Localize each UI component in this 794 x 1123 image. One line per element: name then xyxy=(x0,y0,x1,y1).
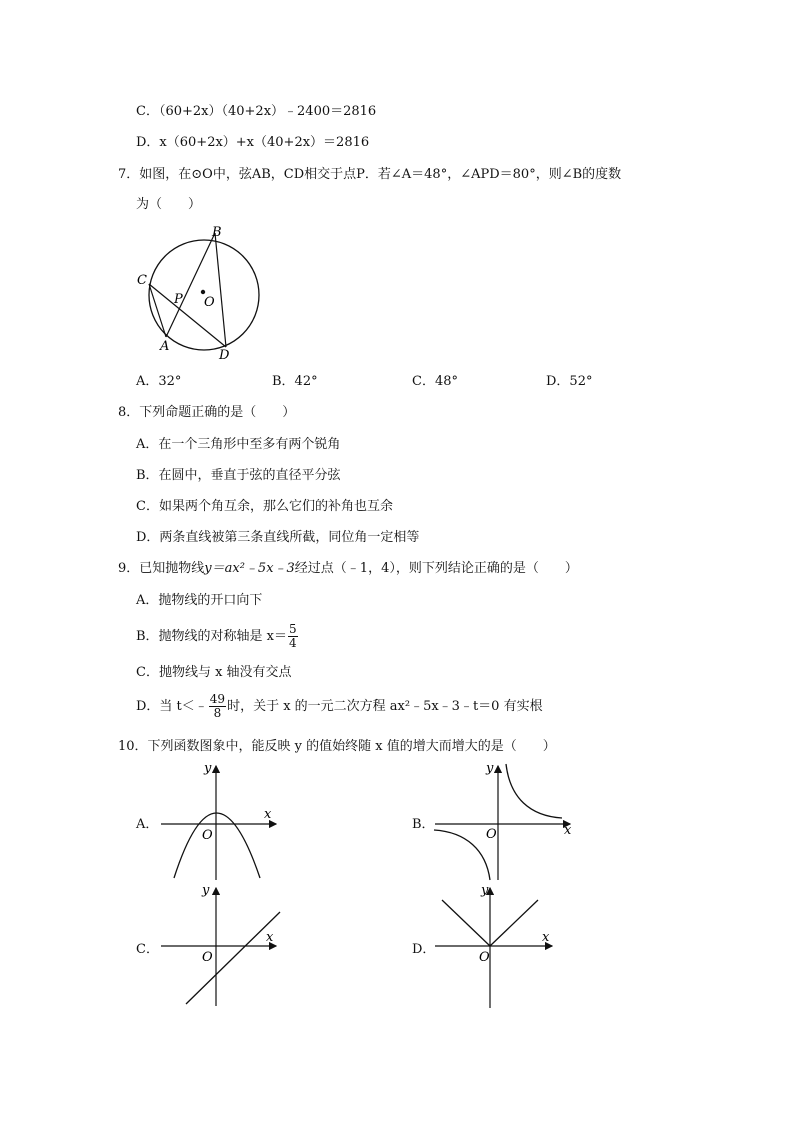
q9-option-b-text: B．抛物线的对称轴是 x＝ xyxy=(136,629,288,644)
q8-option-c: C．如果两个角互余，那么它们的补角也互余 xyxy=(136,499,393,514)
origin-label: O xyxy=(202,828,213,843)
chord-cd xyxy=(149,284,226,347)
x-axis-label: x xyxy=(266,930,274,945)
q7-option-a: A．32° xyxy=(136,374,182,389)
graph-a-label: A． xyxy=(136,817,159,832)
q6-option-c: C．（60+2x）（40+2x）﹣2400＝2816 xyxy=(136,104,377,119)
hyperbola-branch-lower xyxy=(434,830,490,880)
x-axis-label: x xyxy=(564,823,572,838)
y-axis-label: y xyxy=(204,761,212,776)
label-b: B xyxy=(212,225,222,240)
q7-stem-line2: 为（ ） xyxy=(136,197,202,212)
x-axis-label: x xyxy=(542,930,550,945)
origin-label: O xyxy=(486,827,497,842)
q8-option-d: D．两条直线被第三条直线所截，同位角一定相等 xyxy=(136,530,420,545)
x-axis-label: x xyxy=(264,807,272,822)
q9-stem-pre: 9．已知抛物线 xyxy=(118,561,205,576)
q10-stem: 10．下列函数图象中，能反映 y 的值始终随 x 值的增大而增大的是（ ） xyxy=(118,739,556,754)
q8-stem: 8．下列命题正确的是（ ） xyxy=(118,405,296,420)
q9-option-b-fraction xyxy=(288,623,298,650)
center-point xyxy=(201,290,205,294)
graph-c-label: C． xyxy=(136,942,159,957)
y-axis-label: y xyxy=(486,761,494,776)
label-a: A xyxy=(160,339,170,354)
label-d: D xyxy=(219,348,230,363)
q9-option-d-post: 时，关于 x 的一元二次方程 ax²﹣5x﹣3﹣t＝0 有实根 xyxy=(227,699,543,714)
fraction-denominator: 4 xyxy=(289,636,297,650)
y-axis-label: y xyxy=(481,883,489,898)
q9-option-d xyxy=(136,690,543,724)
graph-b xyxy=(430,758,580,883)
abs-left-ray xyxy=(442,900,490,946)
fraction-numerator: 5 xyxy=(289,622,297,636)
parabola-curve xyxy=(174,813,260,878)
graph-d xyxy=(430,880,560,1010)
q9-option-d-fraction xyxy=(209,693,226,720)
abs-right-ray xyxy=(490,900,538,946)
hyperbola-branch-upper xyxy=(506,764,562,818)
q7-option-c: C．48° xyxy=(412,374,458,389)
q7-circle-figure xyxy=(130,222,270,367)
q7-stem-line1: 7．如图，在⊙O中，弦AB，CD相交于点P．若∠A＝48°，∠APD＝80°，则∠B的度数 xyxy=(118,167,622,182)
graph-d-label: D． xyxy=(412,942,436,957)
label-c: C xyxy=(137,273,147,288)
label-p: P xyxy=(174,292,183,307)
label-o: O xyxy=(204,295,215,310)
q9-stem-formula: y＝ax²﹣5x﹣3 xyxy=(204,561,295,576)
q9-option-d-pre: D．当 t＜﹣ xyxy=(136,699,208,714)
q9-stem-post: 经过点（﹣1，4），则下列结论正确的是（ ） xyxy=(294,561,578,576)
increasing-line xyxy=(186,912,280,1004)
q9-option-c: C．抛物线与 x 轴没有交点 xyxy=(136,665,292,680)
graph-a xyxy=(156,758,286,883)
origin-label: O xyxy=(479,950,490,965)
graph-c xyxy=(156,880,286,1010)
y-axis-label: y xyxy=(202,883,210,898)
origin-label: O xyxy=(202,950,213,965)
q9-option-b xyxy=(136,622,299,652)
q8-option-b: B．在圆中，垂直于弦的直径平分弦 xyxy=(136,468,341,483)
fraction-denominator: 8 xyxy=(213,706,222,720)
q7-option-d: D．52° xyxy=(546,374,593,389)
fraction-numerator: 49 xyxy=(209,692,226,706)
q9-option-a: A．抛物线的开口向下 xyxy=(136,593,263,608)
q8-option-a: A．在一个三角形中至多有两个锐角 xyxy=(136,437,341,452)
q6-option-d: D．x（60+2x）+x（40+2x）＝2816 xyxy=(136,135,370,150)
graph-b-label: B． xyxy=(412,817,435,832)
q9-stem xyxy=(118,560,578,578)
segment-bd xyxy=(215,233,226,347)
q7-option-b: B．42° xyxy=(272,374,318,389)
